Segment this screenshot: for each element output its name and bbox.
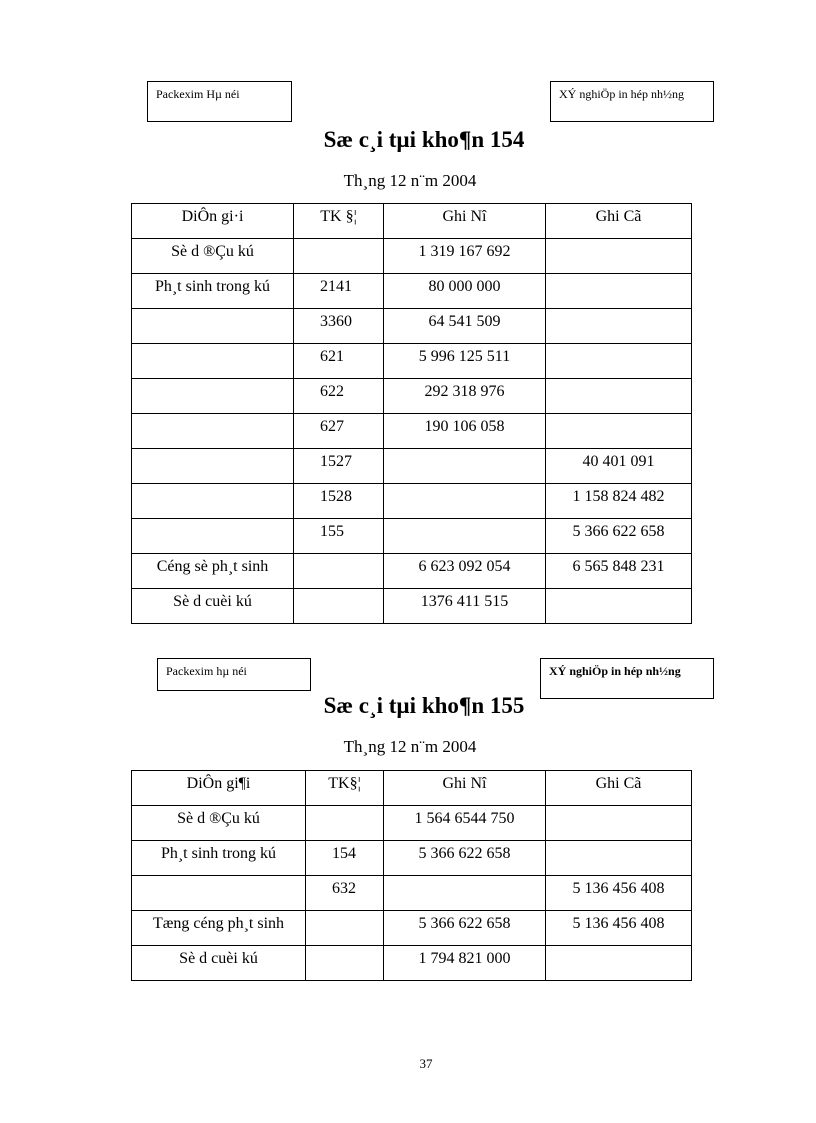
credit-cell: 5 136 456 408 [546, 876, 692, 911]
description-cell [132, 414, 294, 449]
column-header: Ghi Nî [384, 771, 546, 806]
account-cell: 1528 [294, 484, 384, 519]
description-cell: Ph¸t sinh trong kú [132, 841, 306, 876]
table-row [132, 946, 692, 981]
account-cell: 632 [306, 876, 384, 911]
description-cell: Ph¸t sinh trong kú [132, 274, 294, 309]
description-cell [132, 449, 294, 484]
table-row [132, 484, 692, 519]
debit-cell: 190 106 058 [384, 414, 546, 449]
ledger-title: Sæ c¸i tµi kho¶n 155 [323, 693, 525, 718]
table-row [132, 841, 692, 876]
description-cell [132, 309, 294, 344]
column-header: TK§¦ [306, 771, 384, 806]
unit-name: XÝ nghiÖp in hép nh½ng [549, 664, 681, 678]
debit-cell: 80 000 000 [384, 274, 546, 309]
column-header: Ghi Nî [384, 204, 546, 239]
account-cell [294, 239, 384, 274]
credit-cell [546, 239, 692, 274]
ledger-title: Sæ c¸i tµi kho¶n 154 [323, 127, 525, 152]
table-row [132, 239, 692, 274]
description-cell [132, 344, 294, 379]
debit-cell [384, 484, 546, 519]
credit-cell: 40 401 091 [546, 449, 692, 484]
description-cell: Céng sè ph¸t sinh [132, 554, 294, 589]
description-cell: Sè d cuèi kú [132, 946, 306, 981]
credit-cell: 5 366 622 658 [546, 519, 692, 554]
ledger-table-154 [131, 203, 692, 624]
ledger-period: Th¸ng 12 n¨m 2004 [343, 737, 477, 756]
credit-cell: 6 565 848 231 [546, 554, 692, 589]
table-row [132, 449, 692, 484]
credit-cell [546, 841, 692, 876]
account-cell: 621 [294, 344, 384, 379]
table-row [132, 379, 692, 414]
debit-cell: 5 366 622 658 [384, 911, 546, 946]
account-cell: 3360 [294, 309, 384, 344]
description-cell: Sè d cuèi kú [132, 589, 294, 624]
description-cell [132, 519, 294, 554]
ledger-period: Th¸ng 12 n¨m 2004 [343, 171, 477, 190]
table-header-row [132, 204, 692, 239]
account-cell: 627 [294, 414, 384, 449]
debit-cell: 1 794 821 000 [384, 946, 546, 981]
company-box [147, 81, 292, 122]
credit-cell [546, 589, 692, 624]
table-row [132, 309, 692, 344]
credit-cell [546, 274, 692, 309]
table-row [132, 806, 692, 841]
ledger-table-155 [131, 770, 692, 981]
debit-cell [384, 876, 546, 911]
account-cell: 1527 [294, 449, 384, 484]
credit-cell [546, 806, 692, 841]
table-row [132, 274, 692, 309]
description-cell: Sè d ®Çu kú [132, 239, 294, 274]
table-row [132, 911, 692, 946]
account-cell: 2141 [294, 274, 384, 309]
company-name: Packexim Hµ néi [156, 87, 240, 101]
credit-cell [546, 379, 692, 414]
debit-cell: 64 541 509 [384, 309, 546, 344]
description-cell: Tæng céng ph¸t sinh [132, 911, 306, 946]
table-row [132, 876, 692, 911]
credit-cell [546, 309, 692, 344]
column-header: Ghi Cã [546, 204, 692, 239]
company-box [157, 658, 311, 691]
credit-cell [546, 946, 692, 981]
column-header: DiÔn gi·i [132, 204, 294, 239]
column-header: Ghi Cã [546, 771, 692, 806]
account-cell: 622 [294, 379, 384, 414]
account-cell [294, 589, 384, 624]
account-cell: 154 [306, 841, 384, 876]
description-cell [132, 484, 294, 519]
debit-cell: 5 996 125 511 [384, 344, 546, 379]
table-row [132, 414, 692, 449]
account-cell [306, 806, 384, 841]
account-cell: 155 [294, 519, 384, 554]
debit-cell: 1 319 167 692 [384, 239, 546, 274]
table-row [132, 554, 692, 589]
account-cell [306, 911, 384, 946]
credit-cell [546, 344, 692, 379]
debit-cell [384, 449, 546, 484]
account-cell [306, 946, 384, 981]
debit-cell: 1376 411 515 [384, 589, 546, 624]
column-header: TK §¦ [294, 204, 384, 239]
debit-cell: 292 318 976 [384, 379, 546, 414]
account-cell [294, 554, 384, 589]
debit-cell: 5 366 622 658 [384, 841, 546, 876]
description-cell: Sè d ®Çu kú [132, 806, 306, 841]
credit-cell [546, 414, 692, 449]
column-header: DiÔn gi¶i [132, 771, 306, 806]
table-row [132, 519, 692, 554]
page-number: 37 [419, 1056, 433, 1071]
table-row [132, 589, 692, 624]
table-row [132, 344, 692, 379]
unit-name: XÝ nghiÖp in hép nh½ng [559, 87, 684, 101]
debit-cell: 6 623 092 054 [384, 554, 546, 589]
description-cell [132, 379, 294, 414]
credit-cell: 5 136 456 408 [546, 911, 692, 946]
table-header-row [132, 771, 692, 806]
description-cell [132, 876, 306, 911]
unit-box [550, 81, 714, 122]
debit-cell: 1 564 6544 750 [384, 806, 546, 841]
debit-cell [384, 519, 546, 554]
company-name: Packexim hµ néi [166, 664, 247, 678]
credit-cell: 1 158 824 482 [546, 484, 692, 519]
